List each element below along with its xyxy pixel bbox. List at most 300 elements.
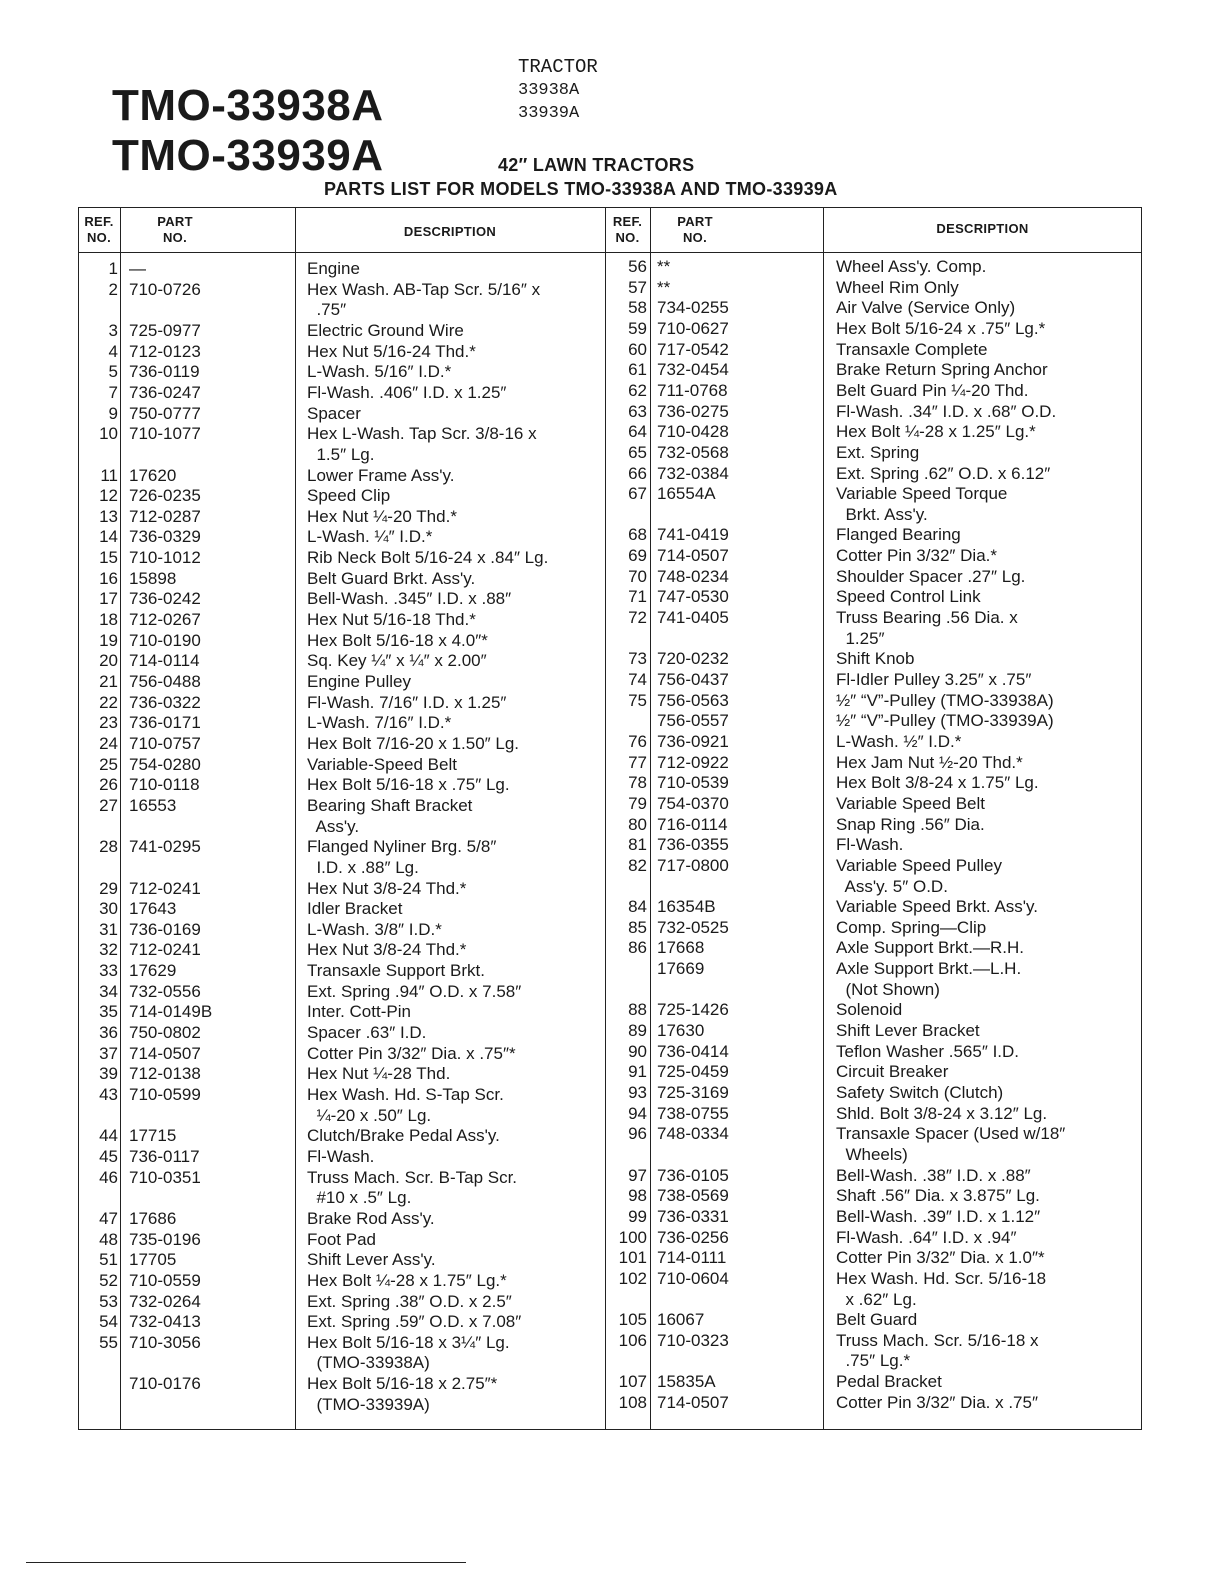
part-description: Hex Jam Nut ½-20 Thd.*	[836, 752, 1023, 772]
table-row	[0, 1248, 1224, 1269]
part-description: Bearing Shaft Bracket	[307, 795, 473, 815]
ref-number: 61	[628, 360, 647, 380]
table-row	[0, 360, 1224, 381]
part-description: Engine Pulley	[307, 672, 411, 691]
part-description: Truss Bearing .56 Dia. x	[836, 608, 1018, 628]
table-row	[0, 1331, 1224, 1352]
part-description: Electric Ground Wire	[307, 320, 464, 340]
part-description: Shift Knob	[836, 649, 915, 669]
part-description: Ext. Spring	[836, 442, 920, 462]
part-description: (Not Shown)	[836, 979, 940, 999]
table-row	[0, 1062, 1224, 1083]
part-number: 732-0264	[129, 1291, 201, 1311]
ref-number: 10	[99, 424, 118, 444]
part-number: 710-0726	[129, 279, 201, 299]
part-number: 756-0557	[657, 711, 729, 731]
part-description: x .62″ Lg.	[836, 1289, 917, 1309]
table-row	[0, 381, 1224, 402]
part-number: 736-0117	[129, 1146, 200, 1166]
ref-number: 64	[628, 422, 647, 442]
ref-number: 81	[628, 835, 647, 855]
ref-number: 43	[99, 1085, 118, 1104]
table-row	[0, 1269, 1224, 1290]
tractor-model-1: 33938A	[518, 81, 580, 100]
part-number: 710-1077	[129, 424, 201, 444]
ref-number: 73	[628, 649, 647, 669]
table-row	[0, 794, 1224, 815]
part-description: 1.5″ Lg.	[307, 444, 375, 464]
part-description: Pedal Bracket	[836, 1372, 942, 1392]
part-description: Axle Support Brkt.—L.H.	[836, 959, 1022, 979]
part-number: 725-3169	[657, 1083, 729, 1102]
tractor-model-2: 33939A	[518, 104, 580, 123]
ref-number: 63	[628, 401, 647, 421]
part-description: Variable-Speed Belt	[307, 754, 457, 774]
part-description: #10 x .5″ Lg.	[307, 1188, 412, 1208]
part-description: L-Wash. 5/16″ I.D.*	[307, 362, 452, 382]
part-number: 734-0255	[657, 298, 729, 318]
part-number: 710-1012	[129, 548, 201, 568]
ref-number: 89	[628, 1021, 647, 1041]
ref-number: 26	[99, 775, 118, 795]
part-number: 720-0232	[657, 649, 729, 669]
part-number: 738-0569	[657, 1186, 729, 1206]
part-description: Spacer .63″ I.D.	[307, 1023, 427, 1043]
ref-number: 91	[628, 1062, 647, 1082]
header-description-right: DESCRIPTION	[936, 221, 1029, 236]
part-description: Hex L-Wash. Tap Scr. 3/8-16 x	[307, 424, 537, 444]
part-description: Bell-Wash. .39″ I.D. x 1.12″	[836, 1206, 1041, 1226]
part-description: L-Wash. 3/8″ I.D.*	[307, 919, 442, 939]
part-description: Hex Wash. AB-Tap Scr. 5/16″ x	[307, 279, 541, 299]
part-number: 756-0563	[657, 690, 729, 710]
table-row	[0, 1372, 1224, 1393]
table-row	[0, 980, 1224, 1001]
part-number: 736-0242	[129, 589, 201, 609]
ref-number: 20	[99, 651, 118, 671]
ref-number: 67	[628, 484, 647, 504]
table-row	[0, 1000, 1224, 1021]
table-row	[0, 278, 1224, 299]
ref-number: 21	[99, 672, 118, 691]
part-number: 17686	[129, 1208, 177, 1228]
table-row	[0, 1124, 1224, 1145]
part-number: 17705	[129, 1250, 177, 1270]
ref-number: 94	[628, 1103, 647, 1123]
table-row	[0, 1228, 1224, 1249]
part-description: Cotter Pin 3/32″ Dia.*	[836, 546, 997, 566]
part-description: Axle Support Brkt.—R.H.	[836, 938, 1025, 958]
part-number: 741-0295	[129, 837, 201, 857]
part-number: 736-0331	[657, 1206, 729, 1226]
part-number: 15898	[129, 568, 177, 588]
ref-number: 52	[99, 1270, 118, 1290]
part-number: 710-0757	[129, 733, 201, 753]
part-description: Engine	[307, 259, 360, 278]
ref-number: 13	[99, 506, 118, 526]
ref-number: 58	[628, 298, 647, 318]
ref-number: 51	[99, 1250, 118, 1270]
header-part-right: PART NO.	[677, 214, 713, 245]
ref-number: 105	[618, 1310, 647, 1330]
part-description: Brake Rod Ass'y.	[307, 1208, 435, 1228]
part-description: Clutch/Brake Pedal Ass'y.	[307, 1126, 500, 1146]
part-description: Brake Return Spring Anchor	[836, 360, 1048, 380]
table-row	[0, 877, 1224, 898]
part-number: 710-0428	[657, 422, 729, 442]
part-number: 714-0507	[657, 1392, 729, 1412]
part-number: 748-0234	[657, 566, 729, 586]
part-description: Cotter Pin 3/32″ Dia. x .75″*	[307, 1043, 516, 1063]
part-description: Hex Wash. Hd. Scr. 5/16-18	[836, 1268, 1047, 1288]
part-number: 17668	[657, 938, 705, 958]
part-description: Belt Guard Brkt. Ass'y.	[307, 568, 476, 588]
part-description: Ass'y. 5″ O.D.	[836, 876, 948, 896]
part-description: Transaxle Support Brkt.	[307, 961, 485, 981]
part-number: 732-0454	[657, 360, 729, 380]
part-number: 726-0235	[129, 486, 201, 506]
part-description: Ext. Spring .59″ O.D. x 7.08″	[307, 1312, 522, 1332]
part-description: Cotter Pin 3/32″ Dia. x .75″	[836, 1392, 1038, 1412]
table-row	[0, 1310, 1224, 1331]
part-description: Wheels)	[836, 1144, 908, 1164]
part-description: Hex Nut 5/16-24 Thd.*	[307, 341, 476, 361]
ref-number: 3	[108, 320, 118, 340]
part-description: Belt Guard Pin ¼-20 Thd.	[836, 380, 1029, 400]
part-number: 15835A	[657, 1372, 716, 1392]
part-description: Hex Bolt 3/8-24 x 1.75″ Lg.	[836, 773, 1039, 793]
ref-number: 18	[99, 610, 118, 630]
part-number: 710-0539	[657, 773, 729, 793]
part-description: Inter. Cott-Pin	[307, 1002, 411, 1022]
part-description: .75″ Lg.*	[836, 1351, 911, 1371]
table-row	[0, 422, 1224, 443]
part-description: Idler Bracket	[307, 899, 403, 919]
part-description: Circuit Breaker	[836, 1062, 949, 1082]
part-description: Hex Wash. Hd. S-Tap Scr.	[307, 1085, 504, 1104]
ref-number: 5	[108, 362, 118, 382]
part-number: **	[657, 257, 671, 276]
part-description: Air Valve (Service Only)	[836, 298, 1016, 318]
part-description: Hex Bolt 5/16-18 x .75″ Lg.	[307, 775, 510, 795]
ref-number: 19	[99, 630, 118, 650]
part-description: Wheel Ass'y. Comp.	[836, 257, 987, 276]
part-description: ¼-20 x .50″ Lg.	[307, 1105, 432, 1125]
part-number: **	[657, 277, 671, 297]
part-description: Hex Bolt 5/16-18 x 3¼″ Lg.	[307, 1332, 510, 1352]
part-number: 17629	[129, 961, 177, 981]
ref-number: 36	[99, 1023, 118, 1043]
table-row	[0, 1042, 1224, 1063]
ref-number: 96	[628, 1124, 647, 1144]
part-description: ½″ “V”-Pulley (TMO-33938A)	[836, 690, 1054, 710]
ref-number: 74	[628, 670, 647, 689]
ref-number: 53	[99, 1291, 118, 1311]
part-number: 712-0241	[129, 940, 201, 960]
ref-number: 57	[628, 277, 647, 297]
ref-number: 9	[108, 403, 118, 423]
ref-number: 59	[628, 318, 647, 338]
ref-number: 31	[99, 919, 118, 939]
part-number: 716-0114	[657, 814, 728, 834]
ref-number: 79	[628, 793, 647, 813]
table-row	[0, 525, 1224, 546]
ref-number: 37	[99, 1043, 118, 1063]
tractor-label: TRACTOR	[518, 56, 598, 78]
table-row	[0, 484, 1224, 505]
model-title-a: TMO-33938A	[112, 81, 384, 130]
part-description: Fl-Wash. .406″ I.D. x 1.25″	[307, 382, 507, 402]
table-row	[0, 464, 1224, 485]
table-row	[0, 319, 1224, 340]
ref-number: 30	[99, 899, 118, 919]
ref-number: 56	[628, 257, 647, 276]
table-row	[0, 691, 1224, 712]
ref-number: 39	[99, 1064, 118, 1084]
table-row	[0, 443, 1224, 464]
table-row	[0, 938, 1224, 959]
model-title-b: TMO-33939A	[112, 131, 384, 180]
part-description: Hex Bolt ¼-28 x 1.25″ Lg.*	[836, 422, 1036, 442]
ref-number: 86	[628, 938, 647, 958]
part-number: 747-0530	[657, 587, 729, 607]
part-number: 712-0287	[129, 506, 201, 526]
ref-number: 108	[618, 1392, 647, 1412]
ref-number: 1	[108, 259, 118, 278]
part-number: 712-0123	[129, 341, 201, 361]
table-row	[0, 732, 1224, 753]
part-number: 17715	[129, 1126, 177, 1146]
header-divider	[78, 252, 1142, 253]
ref-number: 97	[628, 1165, 647, 1185]
part-description: Truss Mach. Scr. 5/16-18 x	[836, 1330, 1039, 1350]
table-row	[0, 546, 1224, 567]
parts-list-title: PARTS LIST FOR MODELS TMO-33938A AND TMO-33939A	[324, 179, 838, 199]
part-number: 732-0556	[129, 981, 201, 1001]
header-part-left: PART NO.	[157, 214, 193, 245]
part-description: L-Wash. ¼″ I.D.*	[307, 527, 433, 547]
part-description: Teflon Washer .565″ I.D.	[836, 1041, 1020, 1061]
ref-number: 69	[628, 546, 647, 566]
part-number: 736-0171	[129, 713, 201, 733]
part-description: Brkt. Ass'y.	[836, 504, 928, 524]
part-description: Bell-Wash. .38″ I.D. x .88″	[836, 1165, 1031, 1185]
table-row	[0, 567, 1224, 588]
ref-number: 106	[618, 1330, 647, 1350]
part-number: 741-0405	[657, 608, 729, 628]
lawn-tractors-subtitle: 42″ LAWN TRACTORS	[498, 155, 695, 175]
part-description: Rib Neck Bolt 5/16-24 x .84″ Lg.	[307, 548, 549, 568]
ref-number: 11	[100, 465, 118, 485]
ref-number: 98	[628, 1186, 647, 1206]
ref-number: 101	[618, 1248, 647, 1268]
part-description: Hex Nut 3/8-24 Thd.*	[307, 940, 467, 960]
part-description: Fl-Wash.	[307, 1146, 375, 1166]
part-number: 736-0247	[129, 382, 201, 402]
table-row	[0, 959, 1224, 980]
ref-number: 29	[99, 878, 118, 898]
ref-number: 102	[618, 1268, 647, 1288]
ref-number: 35	[99, 1002, 118, 1022]
part-description: Truss Mach. Scr. B-Tap Scr.	[307, 1167, 518, 1187]
ref-number: 22	[99, 692, 118, 712]
part-description: Sq. Key ¼″ x ¼″ x 2.00″	[307, 651, 487, 671]
part-number: 16554A	[657, 484, 716, 504]
header-description-left: DESCRIPTION	[403, 224, 497, 239]
part-description: Belt Guard	[836, 1310, 918, 1330]
part-description: (TMO-33939A)	[307, 1394, 430, 1414]
ref-number: 17	[99, 589, 118, 609]
table-row	[0, 505, 1224, 526]
ref-number: 84	[628, 897, 647, 917]
table-row	[0, 629, 1224, 650]
ref-number: 77	[628, 752, 647, 772]
table-row	[0, 1393, 1224, 1414]
ref-number: 34	[99, 981, 118, 1001]
ref-number: 75	[628, 690, 647, 710]
ref-number: 14	[99, 527, 118, 547]
ref-number: 55	[99, 1332, 118, 1352]
part-description: Bell-Wash. .345″ I.D. x .88″	[307, 589, 512, 609]
table-row	[0, 918, 1224, 939]
ref-number: 54	[99, 1312, 118, 1332]
part-description: ½″ “V”-Pulley (TMO-33939A)	[836, 711, 1054, 731]
part-description: Hex Bolt 5/16-18 x 4.0″*	[307, 630, 488, 650]
ref-number: 70	[628, 566, 647, 586]
part-number: 710-0627	[657, 318, 729, 338]
ref-number: 48	[99, 1229, 118, 1249]
table-row	[0, 402, 1224, 423]
part-description: Snap Ring .56″ Dia.	[836, 814, 985, 834]
table-row	[0, 340, 1224, 361]
part-number: 725-0977	[129, 320, 201, 340]
part-description: Hex Nut 5/16-18 Thd.*	[307, 610, 476, 630]
table-row	[0, 1290, 1224, 1311]
part-number: 714-0111	[657, 1248, 727, 1268]
part-number: 712-0138	[129, 1064, 201, 1084]
ref-number: 71	[628, 587, 647, 607]
part-number: 756-0437	[657, 670, 729, 689]
part-description: Variable Speed Torque	[836, 484, 1008, 504]
ref-number: 12	[99, 486, 118, 506]
part-number: 725-1426	[657, 1000, 729, 1020]
part-description: Ext. Spring .62″ O.D. x 6.12″	[836, 463, 1051, 483]
table-row	[0, 711, 1224, 732]
ref-number: 100	[618, 1227, 647, 1247]
part-number: —	[129, 259, 146, 278]
part-number: 750-0777	[129, 403, 201, 423]
part-description: Ext. Spring .38″ O.D. x 2.5″	[307, 1291, 512, 1311]
part-number: 714-0114	[129, 651, 200, 671]
table-row	[0, 1351, 1224, 1372]
part-description: .75″	[307, 300, 347, 320]
part-description: Shift Lever Bracket	[836, 1021, 980, 1041]
ref-number: 16	[99, 568, 118, 588]
part-number: 736-0105	[657, 1165, 729, 1185]
part-description: Hex Nut ¼-20 Thd.*	[307, 506, 457, 526]
part-number: 754-0280	[129, 754, 201, 774]
part-number: 710-0176	[129, 1374, 201, 1394]
table-row	[0, 1021, 1224, 1042]
part-description: Shld. Bolt 3/8-24 x 3.12″ Lg.	[836, 1103, 1048, 1123]
ref-number: 62	[628, 380, 647, 400]
part-number: 736-0119	[129, 362, 200, 382]
part-number: 710-0559	[129, 1270, 201, 1290]
ref-number: 28	[99, 837, 118, 857]
part-number: 710-0323	[657, 1330, 729, 1350]
ref-number: 90	[628, 1041, 647, 1061]
part-number: 750-0802	[129, 1023, 201, 1043]
ref-number: 27	[99, 795, 118, 815]
part-description: Speed Clip	[307, 486, 391, 506]
part-description: Ass'y.	[307, 816, 360, 836]
part-number: 714-0149B	[129, 1002, 213, 1022]
part-description: Fl-Wash.	[836, 835, 904, 855]
part-description: L-Wash. ½″ I.D.*	[836, 731, 962, 751]
ref-number: 78	[628, 773, 647, 793]
header-ref-right: REF. NO.	[612, 214, 643, 245]
ref-number: 88	[628, 1000, 647, 1020]
part-number: 710-0118	[129, 775, 200, 795]
part-description: Variable Speed Brkt. Ass'y.	[836, 897, 1038, 917]
table-row	[0, 587, 1224, 608]
ref-number: 60	[628, 339, 647, 359]
table-row	[0, 670, 1224, 691]
ref-number: 99	[628, 1206, 647, 1226]
part-number: 710-0190	[129, 630, 201, 650]
ref-number: 46	[99, 1167, 118, 1187]
ref-number: 32	[99, 940, 118, 960]
ref-number: 2	[108, 279, 118, 299]
part-description: Safety Switch (Clutch)	[836, 1083, 1004, 1102]
part-number: 712-0922	[657, 752, 729, 772]
part-description: Solenoid	[836, 1000, 903, 1020]
ref-number: 85	[628, 917, 647, 937]
part-description: Fl-Wash. .64″ I.D. x .94″	[836, 1227, 1017, 1247]
part-number: 736-0355	[657, 835, 729, 855]
part-description: Hex Nut ¼-28 Thd.	[307, 1064, 451, 1084]
part-description: Fl-Wash. 7/16″ I.D. x 1.25″	[307, 692, 507, 712]
table-row	[0, 257, 1224, 278]
part-description: Flanged Nyliner Brg. 5/8″	[307, 837, 497, 857]
table-row	[0, 897, 1224, 918]
ref-number: 47	[99, 1208, 118, 1228]
table-row	[0, 298, 1224, 319]
table-row	[0, 1083, 1224, 1104]
ref-number: 7	[108, 382, 118, 402]
part-description: Variable Speed Belt	[836, 793, 986, 813]
ref-number: 45	[99, 1146, 118, 1166]
ref-number: 68	[628, 525, 647, 545]
table-row	[0, 815, 1224, 836]
table-row	[0, 1166, 1224, 1187]
ref-number: 23	[99, 713, 118, 733]
part-number: 710-0604	[657, 1268, 729, 1288]
table-row	[0, 1104, 1224, 1125]
part-description: Hex Bolt 5/16-18 x 2.75″*	[307, 1374, 498, 1394]
part-number: 732-0525	[657, 917, 729, 937]
part-number: 714-0507	[657, 546, 729, 566]
part-description: Wheel Rim Only	[836, 277, 959, 297]
ref-number: 72	[628, 608, 647, 628]
part-number: 717-0800	[657, 855, 729, 875]
part-number: 748-0334	[657, 1124, 729, 1144]
part-description: Fl-Idler Pulley 3.25″ x .75″	[836, 670, 1032, 689]
part-description: Ext. Spring .94″ O.D. x 7.58″	[307, 981, 522, 1001]
part-number: 711-0768	[657, 380, 728, 400]
part-description: 1.25″	[836, 628, 885, 648]
ref-number: 107	[618, 1372, 647, 1392]
